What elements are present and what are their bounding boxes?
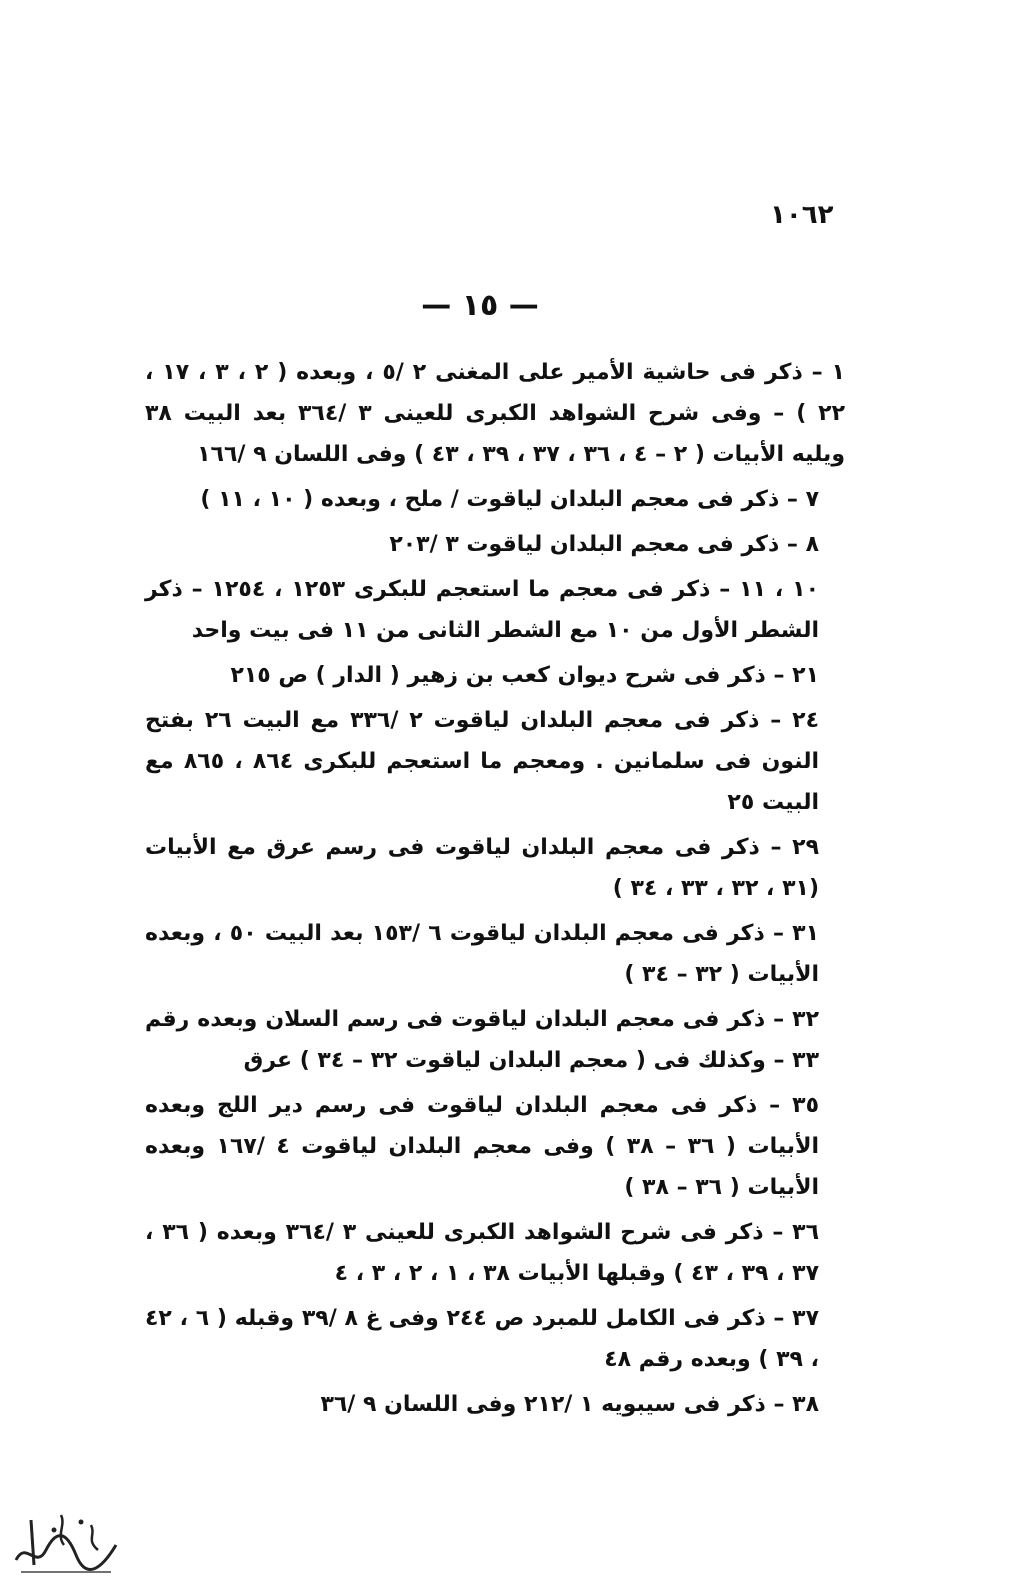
calligraphy-stamp-icon (6, 1500, 126, 1580)
note-entry: ٣١ – ذكر فى معجم البلدان لياقوت ٦ /١٥٣ بعد البيت ٥٠ ، وبعده الأبيات ( ٣٢ – ٣٤ ) (145, 921, 820, 987)
note-entry: ٣٥ – ذكر فى معجم البلدان لياقوت فى رسم دير اللج وبعده الأبيات ( ٣٦ – ٣٨ ) وفى معجم البلدان لياقوت ٤ /١٦٧ وبعده الأبيات ( ٣٦ – ٣٨ ) (145, 1093, 819, 1200)
notes-body (145, 352, 845, 1429)
note-entry: ٢١ – ذكر فى شرح ديوان كعب بن زهير ( الدار ) ص ٢١٥ (230, 663, 819, 688)
page-number: ١٠٦٢ (770, 200, 834, 230)
section-number: — ١٥ — (421, 288, 539, 323)
note-entry: ٣٧ – ذكر فى الكامل للمبرد ص ٢٤٤ وفى غ ٨ /٣٩ وقبله ( ٦ ، ٤٢ ، ٣٩ ) وبعده رقم ٤٨ (145, 1306, 819, 1372)
note-entry: ١٠ ، ١١ – ذكر فى معجم ما استعجم للبكرى ١٢٥٣ ، ١٢٥٤ – ذكر الشطر الأول من ١٠ مع الشطر الثانى من ١١ فى بيت واحد (145, 577, 819, 643)
note-entry: ٧ – ذكر فى معجم البلدان لياقوت / ملح ، وبعده ( ١٠ ، ١١ ) (200, 487, 819, 512)
note-entry: ٢٩ – ذكر فى معجم البلدان لياقوت فى رسم عرق مع الأبيات (٣١ ، ٣٢ ، ٣٣ ، ٣٤ ) (145, 835, 819, 901)
note-entry: ٣٢ – ذكر فى معجم البلدان لياقوت فى رسم السلان وبعده رقم ٣٣ – وكذلك فى ( معجم البلدان لياقوت ٣٢ – ٣٤ ) عرق (145, 1007, 819, 1073)
note-entry: ٣٨ – ذكر فى سيبويه ١ /٢١٢ وفى اللسان ٩ /٣٦ (320, 1392, 819, 1417)
note-entry: ٢٤ – ذكر فى معجم البلدان لياقوت ٢ /٣٣٦ مع البيت ٢٦ بفتح النون فى سلمانين . ومعجم ما استعجم للبكرى ٨٦٤ ، ٨٦٥ مع البيت ٢٥ (145, 708, 819, 815)
note-entry: ٣٦ – ذكر فى شرح الشواهد الكبرى للعينى ٣ /٣٦٤ وبعده ( ٣٦ ، ٣٧ ، ٣٩ ، ٤٣ ) وقبلها الأبيات ٣٨ ، ١ ، ٢ ، ٣ ، ٤ (145, 1220, 819, 1286)
note-entry: ٨ – ذكر فى معجم البلدان لياقوت ٣ /٢٠٣ (389, 532, 819, 557)
note-entry: ١ – ذكر فى حاشية الأمير على المغنى ٢ /٥ ، وبعده ( ٢ ، ٣ ، ١٧ ، ٢٢ ) – وفى شرح الشواهد الكبرى للعينى ٣ /٣٦٤ بعد البيت ٣٨ ويليه الأبيات ( ٢ – ٤ ، ٣٦ ، ٣٧ ، ٣٩ ، ٤٣ ) وفى اللسان ٩ /١٦٦ (145, 360, 845, 467)
